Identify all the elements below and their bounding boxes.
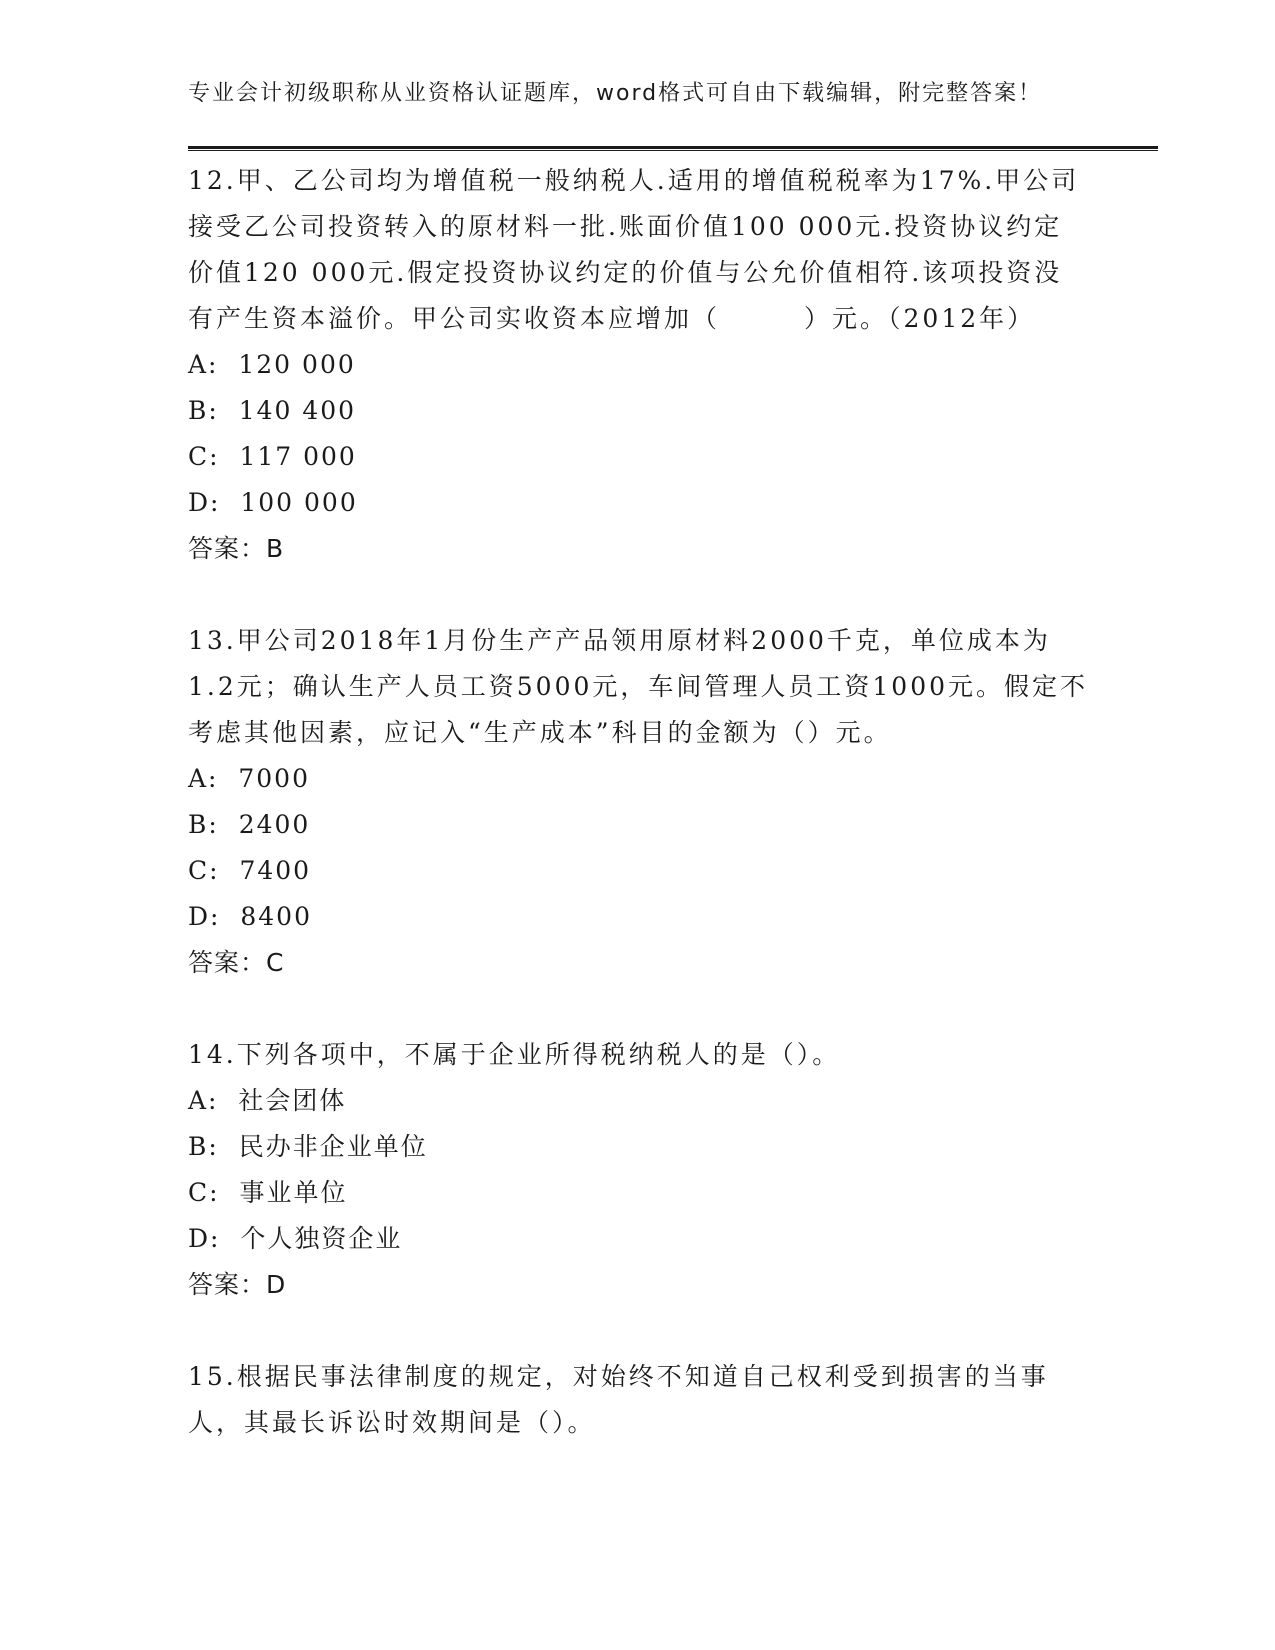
question-15 — [188, 1354, 1088, 1446]
option-c: C: 117 000 — [188, 442, 357, 471]
option-b: B: 民办非企业单位 — [188, 1132, 428, 1161]
question-stem: 15.根据民事法律制度的规定，对始终不知道自己权利受到损害的当事人，其最长诉讼时效期间是（）。 — [188, 1362, 1049, 1437]
answer: 答案：C — [188, 948, 285, 977]
question-stem: 14.下列各项中，不属于企业所得税纳税人的是（）。 — [188, 1040, 841, 1069]
option-c: C: 7400 — [188, 856, 312, 885]
answer: 答案：D — [188, 1270, 287, 1299]
option-d: D: 8400 — [188, 902, 312, 931]
question-14 — [188, 1032, 1088, 1308]
question-stem: 13.甲公司2018年1月份生产产品领用原材料2000千克，单位成本为1.2元；确认生产人员工资5000元，车间管理人员工资1000元。假定不考虑其他因素，应记入“生产成本”科目的金额为（）元。 — [188, 626, 1089, 747]
question-list — [188, 158, 1088, 1492]
question-12 — [188, 158, 1088, 572]
option-b: B: 2400 — [188, 810, 311, 839]
option-a: A: 120 000 — [188, 350, 356, 379]
option-c: C: 事业单位 — [188, 1178, 348, 1207]
option-d: D: 100 000 — [188, 488, 358, 517]
question-13 — [188, 618, 1088, 986]
option-a: A: 7000 — [188, 764, 310, 793]
question-stem: 12.甲、乙公司均为增值税一般纳税人.适用的增值税税率为17%.甲公司接受乙公司投资转入的原材料一批.账面价值100 000元.投资协议约定价值120 000元.假定投资协议约定的价值与公允价值相符.该项投资没有产生资本溢价。甲公司实收资本应增加（ ）元。（2012年） — [188, 166, 1080, 333]
option-a: A: 社会团体 — [188, 1086, 347, 1115]
header-rule — [188, 146, 1158, 151]
option-b: B: 140 400 — [188, 396, 357, 425]
option-d: D: 个人独资企业 — [188, 1224, 403, 1253]
page-header: 专业会计初级职称从业资格认证题库，word格式可自由下载编辑，附完整答案！ — [188, 81, 1043, 106]
answer: 答案：B — [188, 534, 285, 563]
